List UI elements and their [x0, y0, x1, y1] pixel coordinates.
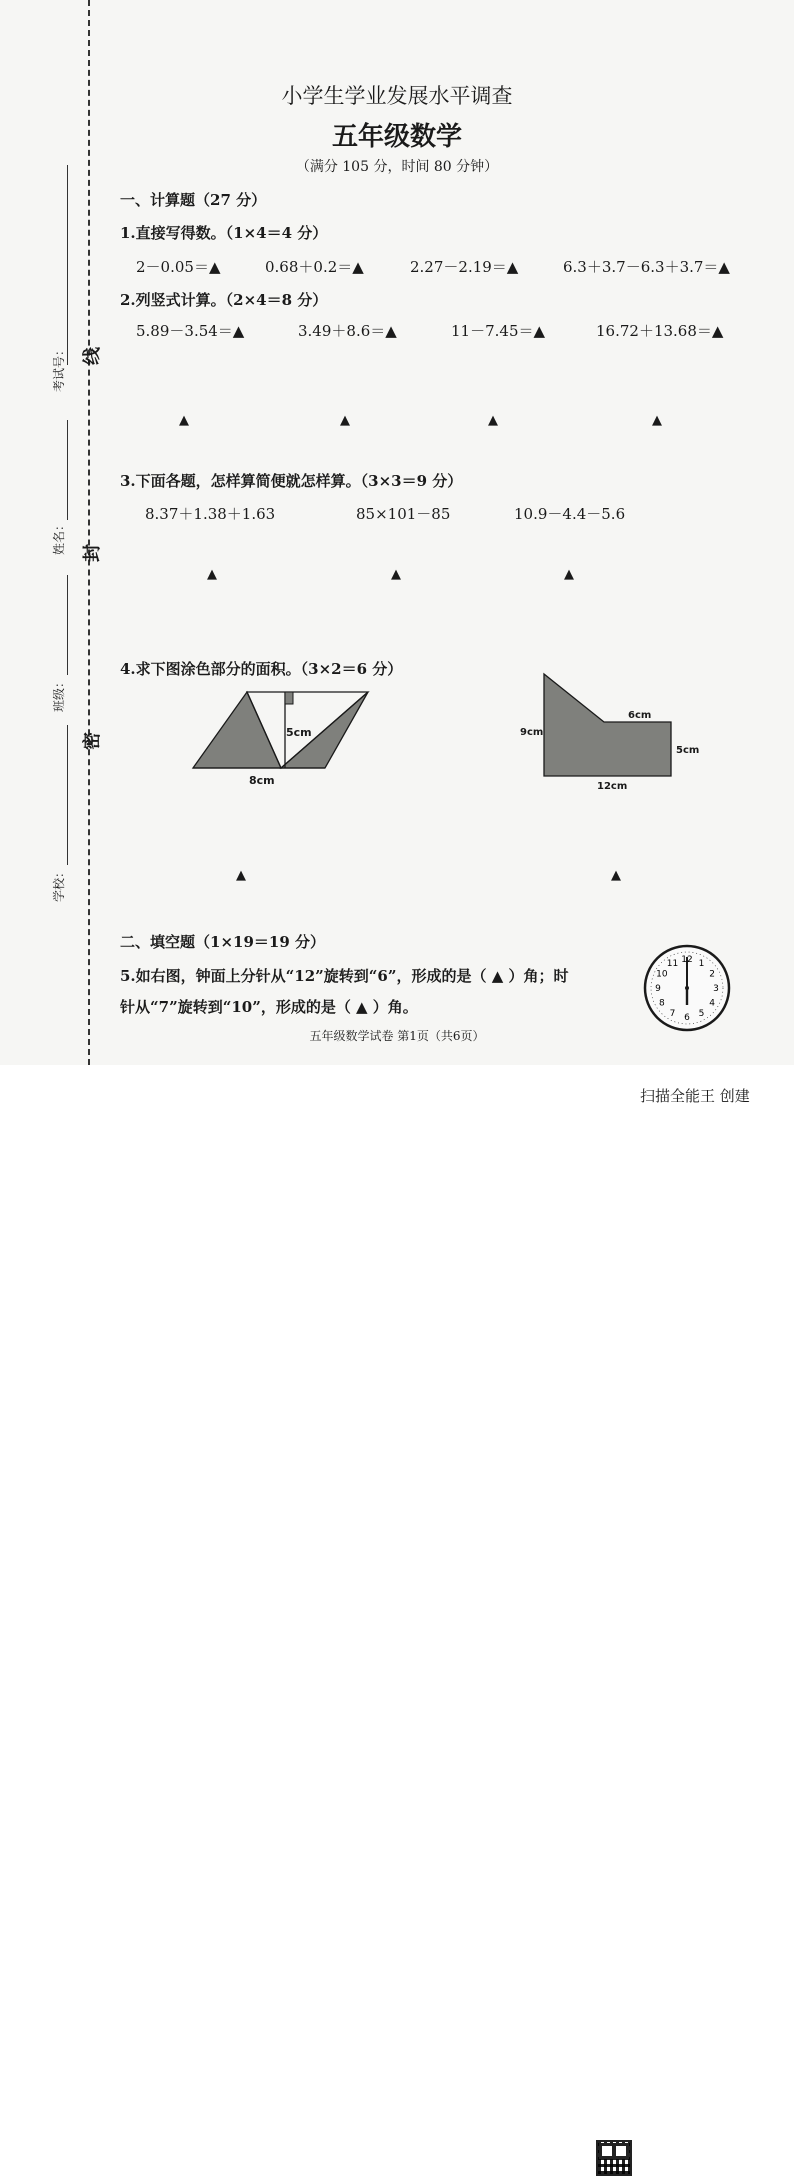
exam-subtitle: （满分 105 分，时间 80 分钟） — [295, 159, 499, 175]
name-label: 姓名： — [52, 518, 66, 555]
binding-char-secret: 密 — [82, 732, 103, 750]
q2-answer-mark: ▲ — [179, 413, 189, 428]
fig2-top-label: 6cm — [628, 710, 652, 721]
binding-char-line: 线 — [82, 347, 103, 365]
q2-answer-mark: ▲ — [340, 413, 350, 428]
q3-answer-mark: ▲ — [564, 567, 574, 582]
fig2-left-label: 9cm — [520, 727, 544, 738]
fig2-right-label: 5cm — [676, 745, 700, 756]
q4-answer-mark: ▲ — [611, 868, 621, 883]
q4-figure-2 — [540, 670, 675, 780]
clock-number: 11 — [666, 958, 679, 969]
clock-number: 8 — [659, 998, 665, 1009]
q3-title: 3.下面各题，怎样算简便就怎样算。（3×3＝9 分） — [120, 472, 463, 490]
clock-number: 12 — [681, 955, 693, 965]
section1-title: 一、计算题（27 分） — [120, 191, 267, 209]
clock-number: 4 — [709, 998, 715, 1009]
q3-item: 8.37＋1.38＋1.63 — [145, 505, 276, 523]
scanner-footer — [0, 1065, 794, 1124]
clock-face — [642, 943, 732, 1033]
q3-answer-mark: ▲ — [207, 567, 217, 582]
exam-number-label: 考试号： — [52, 343, 66, 392]
q2-item: 3.49＋8.6＝▲ — [298, 322, 397, 340]
school-rule — [67, 725, 68, 865]
name-rule — [67, 420, 68, 520]
q2-item: 16.72＋13.68＝▲ — [596, 322, 724, 340]
shaded-triangle-left — [193, 692, 281, 768]
q5-line2: 针从“7”旋转到“10”，形成的是（ ▲ ）角。 — [120, 998, 418, 1016]
page-info: 五年级数学试卷 第1页（共6页） — [309, 1029, 485, 1043]
exam-title: 小学生学业发展水平调查 — [281, 84, 513, 108]
section2-title: 二、填空题（1×19＝19 分） — [120, 933, 325, 951]
q2-answer-mark: ▲ — [488, 413, 498, 428]
q3-item: 10.9－4.4－5.6 — [514, 505, 626, 523]
clock-number: 1 — [698, 958, 705, 969]
binding-char-seal: 封 — [82, 544, 103, 562]
q4-title: 4.求下图涂色部分的面积。（3×2＝6 分） — [120, 660, 403, 678]
clock-number: 7 — [669, 1009, 676, 1020]
shaded-pentagon — [544, 674, 671, 776]
q1-item: 6.3＋3.7－6.3＋3.7＝▲ — [563, 258, 730, 276]
clock-number: 6 — [684, 1013, 690, 1023]
q5-line1: 5.如右图，钟面上分针从“12”旋转到“6”，形成的是（ ▲ ）角；时 — [120, 967, 569, 985]
clock-number: 10 — [656, 969, 668, 980]
scanner-label: 扫描全能王 创建 — [640, 1087, 750, 1105]
q4-figure-1 — [185, 688, 375, 798]
clock-number: 3 — [713, 984, 719, 994]
q1-item: 2.27－2.19＝▲ — [410, 258, 519, 276]
school-label: 学校： — [52, 865, 66, 902]
exam-page — [0, 0, 794, 1065]
q1-title: 1.直接写得数。（1×4＝4 分） — [120, 224, 328, 242]
right-angle-mark — [285, 692, 293, 704]
q1-item: 2－0.05＝▲ — [136, 258, 221, 276]
q2-answer-mark: ▲ — [652, 413, 662, 428]
class-rule — [67, 575, 68, 675]
exam-number-rule — [67, 165, 68, 365]
q2-item: 5.89－3.54＝▲ — [136, 322, 245, 340]
q3-item: 85×101－85 — [356, 505, 451, 523]
fig2-bottom-label: 12cm — [597, 781, 628, 792]
clock-number: 5 — [698, 1009, 705, 1020]
clock-number: 9 — [655, 984, 661, 994]
qr-code-icon — [596, 2140, 632, 2176]
q3-answer-mark: ▲ — [391, 567, 401, 582]
q2-item: 11－7.45＝▲ — [451, 322, 546, 340]
q4-answer-mark: ▲ — [236, 868, 246, 883]
exam-subject: 五年级数学 — [331, 122, 462, 152]
clock-center — [685, 986, 689, 990]
q1-item: 0.68＋0.2＝▲ — [265, 258, 364, 276]
class-label: 班级： — [52, 675, 66, 712]
fig1-base-label: 8cm — [249, 774, 275, 787]
q2-title: 2.列竖式计算。（2×4＝8 分） — [120, 291, 328, 309]
fig1-height-label: 5cm — [286, 726, 312, 739]
clock-number: 2 — [709, 969, 715, 980]
